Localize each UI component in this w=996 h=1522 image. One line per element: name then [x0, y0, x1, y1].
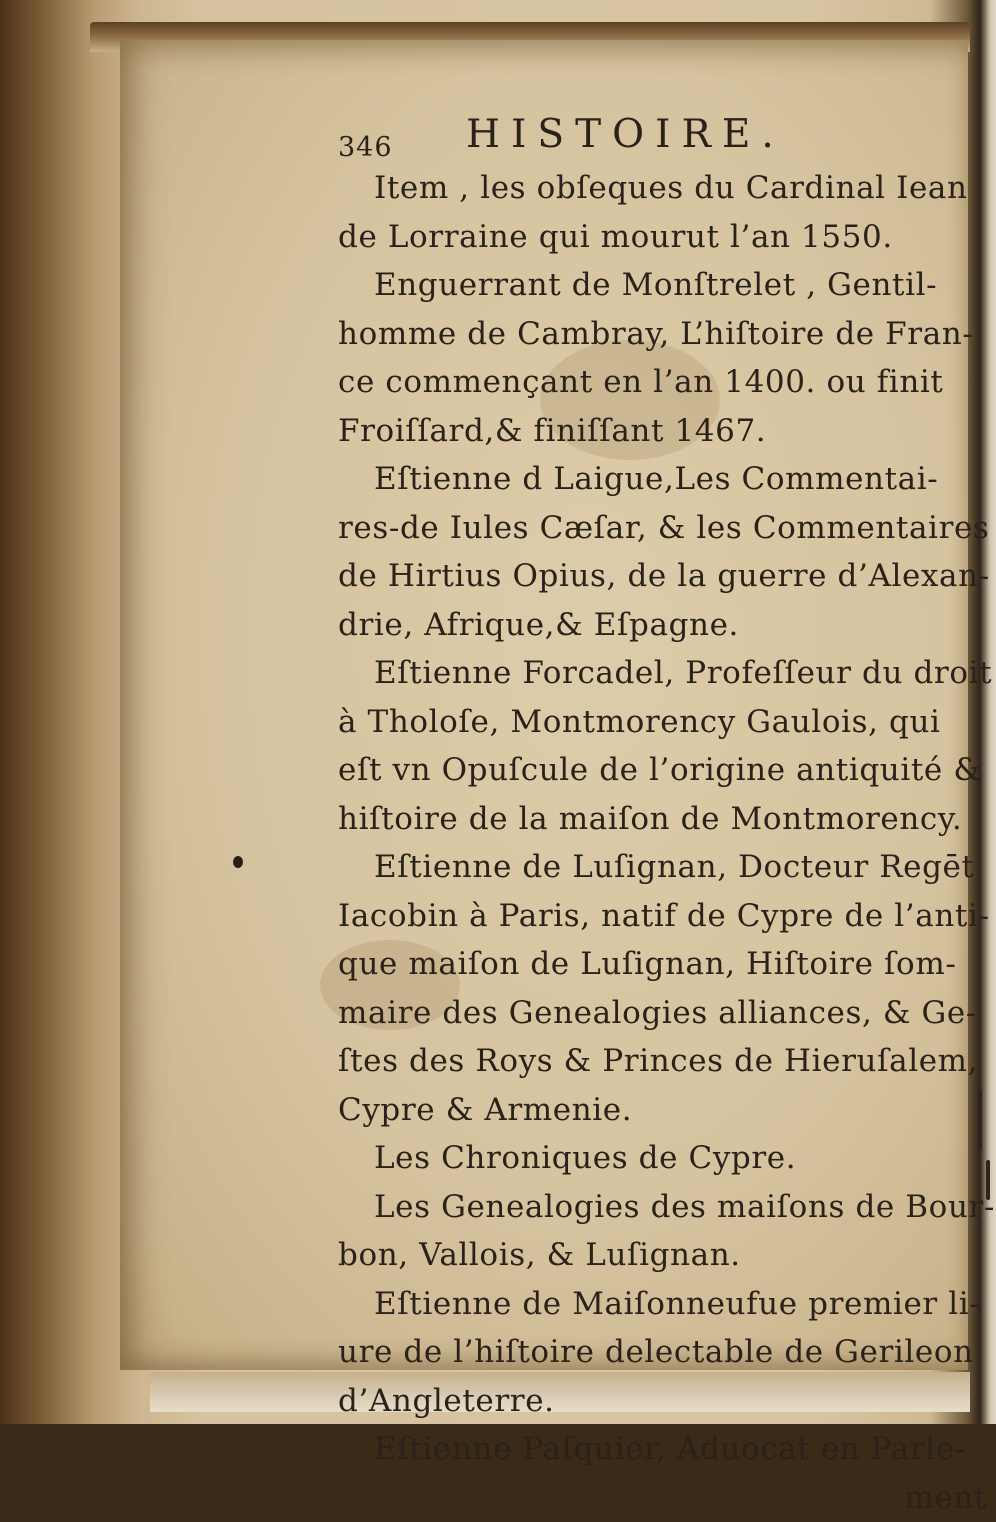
- text-line: Iacobin à Paris, natif de Cypre de l’anti-: [338, 892, 995, 941]
- text-line: Eſtienne de Maiſonneufue premier li-: [338, 1280, 995, 1329]
- text-line: eſt vn Opuſcule de l’origine antiquité &: [338, 746, 995, 795]
- text-line: Enguerrant de Monſtrelet , Gentil-: [338, 261, 995, 310]
- text-line: Les Genealogies des maiſons de Bour-: [338, 1183, 995, 1232]
- text-line: de Hirtius Opius, de la guerre d’Alexan-: [338, 552, 995, 601]
- text-body: [338, 164, 995, 1522]
- text-line: que maiſon de Luſignan, Hiſtoire ſom-: [338, 940, 995, 989]
- text-line: ſtes des Roys & Princes de Hieruſalem,: [338, 1037, 995, 1086]
- text-line: Eſtienne de Luſignan, Docteur Regēt: [338, 843, 995, 892]
- text-line: de Lorraine qui mourut l’an 1550.: [338, 213, 995, 262]
- text-line: à Tholoſe, Montmorency Gaulois, qui: [338, 698, 995, 747]
- text-line: Eſtienne Paſquier, Aduocat en Parle-: [338, 1425, 995, 1474]
- text-line: res-de Iules Cæſar, & les Commentaires: [338, 504, 995, 553]
- text-line: drie, Afrique,& Eſpagne.: [338, 601, 995, 650]
- text-line: ure de l’hiſtoire delectable de Gerileon: [338, 1328, 995, 1377]
- text-line: hiſtoire de la maiſon de Montmorency.: [338, 795, 995, 844]
- text-line: homme de Cambray, L’hiſtoire de Fran-: [338, 310, 995, 359]
- text-line: Eſtienne Forcadel, Profeſſeur du droit: [338, 649, 995, 698]
- text-line: d’Angleterre.: [338, 1377, 995, 1426]
- text-line: ce commençant en l’an 1400. ou finit: [338, 358, 995, 407]
- catchword: ment: [338, 1474, 995, 1522]
- text-line: bon, Vallois, & Luſignan.: [338, 1231, 995, 1280]
- text-line: Item , les obſeques du Cardinal Iean: [338, 164, 995, 213]
- text-line: Les Chroniques de Cypre.: [338, 1134, 995, 1183]
- page-number: 346: [338, 132, 393, 163]
- text-line: Cypre & Armenie.: [338, 1086, 995, 1135]
- running-title: HISTOIRE.: [466, 112, 785, 157]
- text-line: maire des Genealogies alliances, & Ge-: [338, 989, 995, 1038]
- text-line: Eſtienne d Laigue,Les Commentai-: [338, 455, 995, 504]
- ink-dot: [233, 856, 243, 868]
- text-line: Froiſſard,& finiſſant 1467.: [338, 407, 995, 456]
